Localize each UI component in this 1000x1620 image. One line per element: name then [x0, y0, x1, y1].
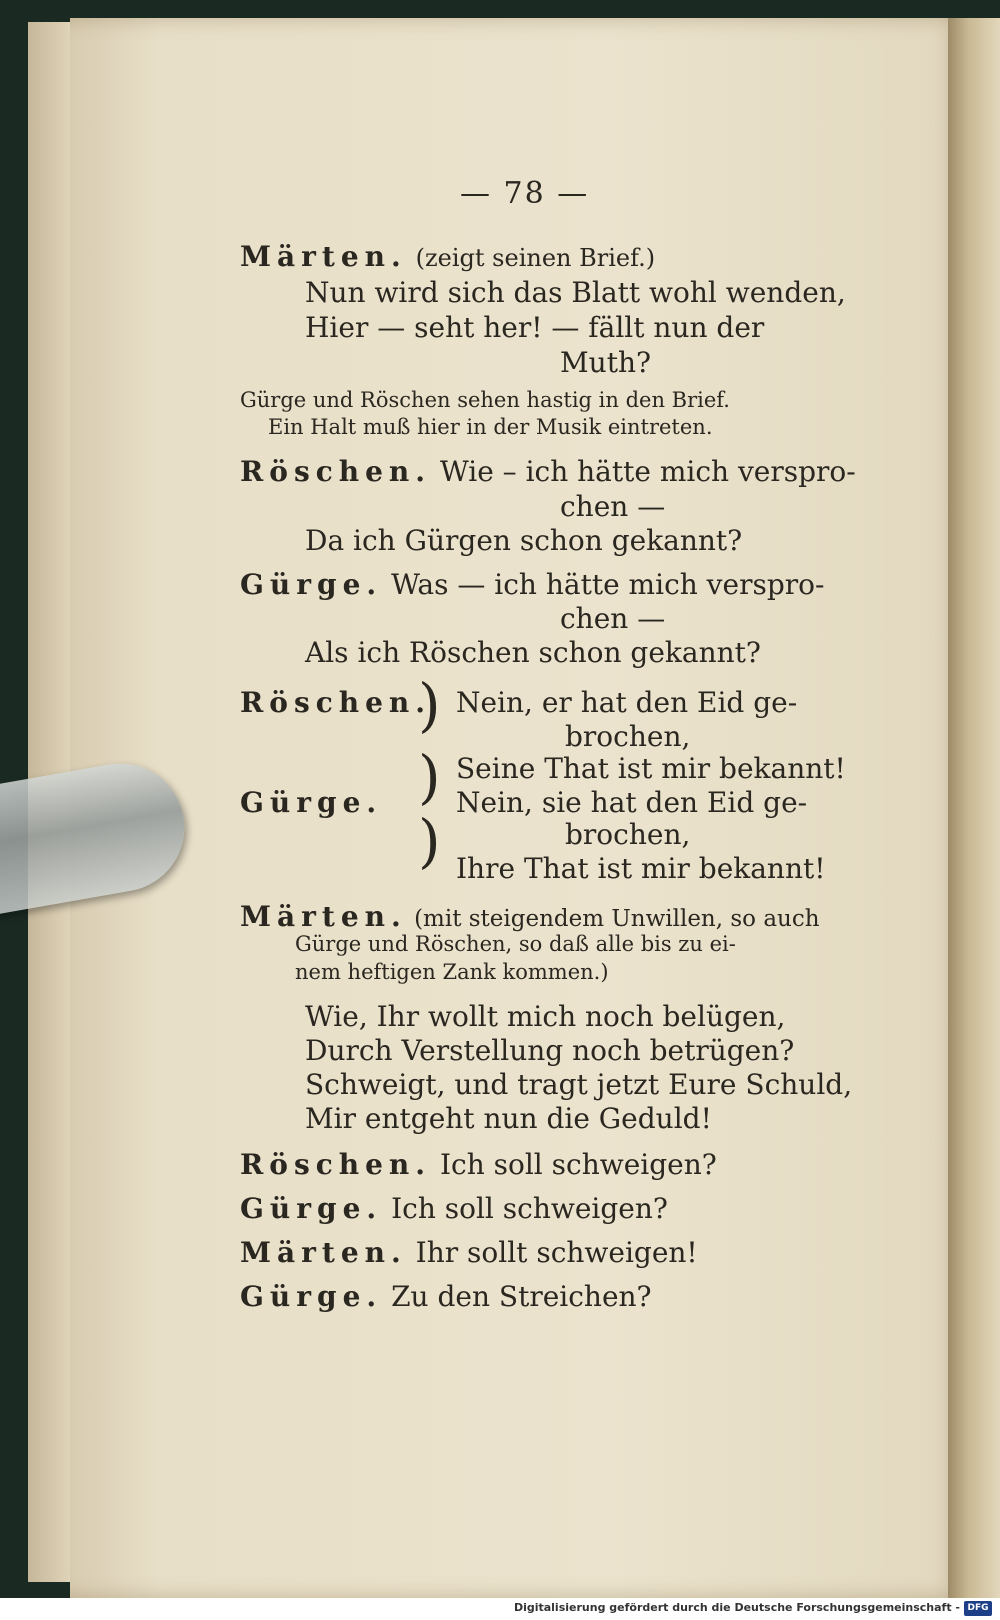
page-gutter-edge	[948, 18, 1000, 1598]
dialogue-line	[240, 900, 820, 933]
verse-line: Nein, sie hat den Eid ge-	[456, 786, 808, 819]
dialogue-line	[240, 240, 655, 273]
stage-direction: Gürge und Röschen sehen hastig in den Brief.	[240, 388, 730, 412]
dialogue-line	[240, 1192, 668, 1225]
verse-line: Als ich Röschen schon gekannt?	[305, 636, 761, 669]
stage-direction: (zeigt seinen Brief.)	[415, 244, 656, 272]
verse-text: Wie – ich hätte mich verspro-	[439, 455, 856, 488]
dialogue-line	[240, 568, 824, 601]
speaker-name: Märten.	[240, 240, 407, 273]
stage-direction: Gürge und Röschen, so daß alle bis zu ei-	[295, 932, 736, 956]
stage-direction: (mit steigendem Unwillen, so auch	[414, 906, 820, 932]
dialogue-line	[240, 1236, 698, 1269]
verse-text: Zu den Streichen?	[391, 1280, 652, 1313]
verse-line: Mir entgeht nun die Geduld!	[305, 1102, 712, 1135]
verse-line: Seine That ist mir bekannt!	[456, 752, 846, 785]
dfg-logo: DFG	[964, 1601, 992, 1616]
speaker-name: Gürge.	[240, 1280, 383, 1313]
verse-line: Nun wird sich das Blatt wohl wenden,	[305, 276, 846, 309]
speaker-name: Märten.	[240, 900, 407, 933]
verse-line: chen —	[560, 490, 666, 523]
speaker-name: Gürge.	[240, 1192, 383, 1225]
stage-direction: nem heftigen Zank kommen.)	[295, 960, 609, 984]
speaker-name: Gürge.	[240, 786, 383, 819]
funding-credit: Digitalisierung gefördert durch die Deutsche Forschungsgemeinschaft -	[513, 1601, 960, 1614]
dialogue-line	[240, 455, 856, 488]
verse-text: Was — ich hätte mich verspro-	[391, 568, 825, 601]
verse-line: Hier — seht her! — fällt nun der	[305, 311, 765, 344]
verse-line: Schweigt, und tragt jetzt Eure Schuld,	[305, 1068, 853, 1101]
speaker-name: Röschen.	[240, 1148, 432, 1181]
verse-line: Ihre That ist mir bekannt!	[456, 852, 826, 885]
brace: )	[418, 743, 441, 811]
verse-line: Da ich Gürgen schon gekannt?	[305, 524, 743, 557]
verse-line: Nein, er hat den Eid ge-	[456, 686, 798, 719]
speaker-name: Röschen.	[240, 455, 432, 488]
verse-line: chen —	[560, 602, 666, 635]
brace: )	[418, 807, 441, 875]
verse-line: Wie, Ihr wollt mich noch belügen,	[305, 1000, 786, 1033]
speaker-name: Gürge.	[240, 568, 383, 601]
page-number: — 78 —	[460, 176, 590, 211]
brace: )	[418, 671, 441, 739]
dialogue-line	[240, 1280, 652, 1313]
speaker-name: Märten.	[240, 1236, 407, 1269]
speaker-name: Röschen.	[240, 686, 432, 719]
verse-text: Ich soll schweigen?	[391, 1192, 668, 1225]
verse-text: Ich soll schweigen?	[439, 1148, 717, 1181]
dialogue-line	[240, 1148, 717, 1181]
verse-text: Ihr sollt schweigen!	[415, 1236, 698, 1269]
verse-line: brochen,	[565, 720, 691, 753]
verse-line: brochen,	[565, 818, 691, 851]
verse-line: Durch Verstellung noch betrügen?	[305, 1034, 795, 1067]
verse-line: Muth?	[560, 346, 651, 379]
stage-direction: Ein Halt muß hier in der Musik eintreten.	[268, 415, 713, 439]
